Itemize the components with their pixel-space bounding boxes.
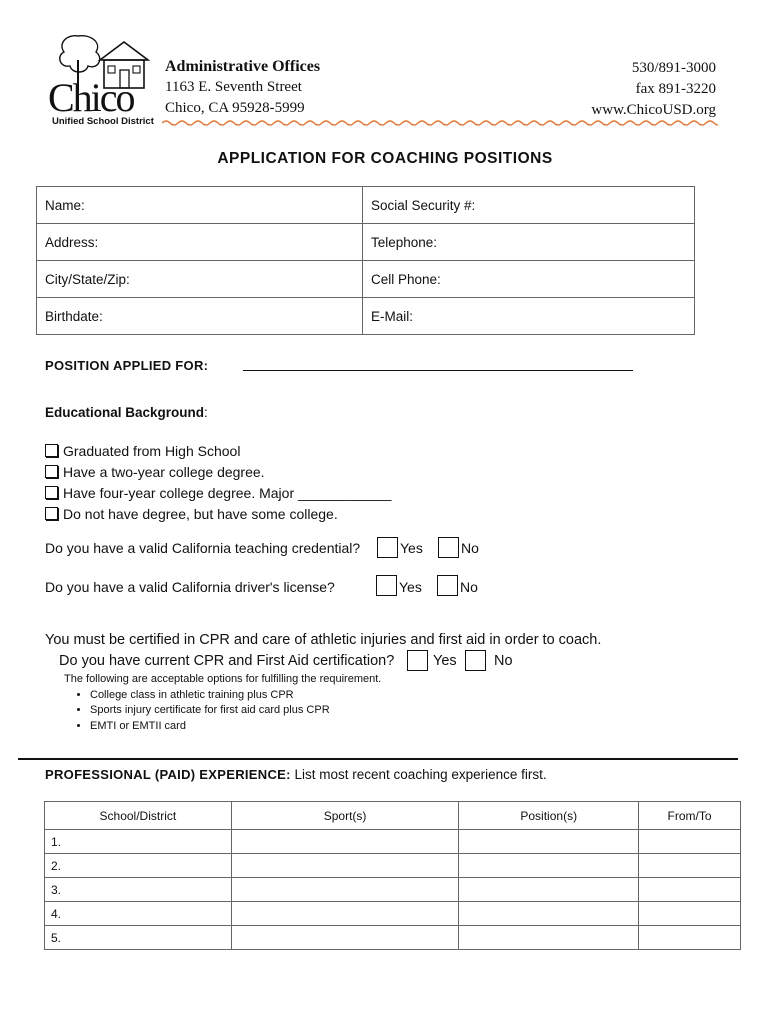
address-field[interactable]: Address: <box>37 224 363 261</box>
column-positions: Position(s) <box>459 802 639 830</box>
checkbox-four-year[interactable] <box>45 486 58 499</box>
position-cell[interactable] <box>459 854 639 878</box>
credential-yes-label: Yes <box>400 540 423 556</box>
position-cell[interactable] <box>459 830 639 854</box>
education-heading <box>45 405 208 420</box>
info-row <box>37 187 695 224</box>
checkbox-some-college[interactable] <box>45 507 58 520</box>
license-yes-label: Yes <box>399 579 422 595</box>
table-row <box>45 854 741 878</box>
license-yes-checkbox[interactable] <box>376 575 397 596</box>
list-item: • College class in athletic training plus CPR <box>90 688 381 704</box>
from-to-cell[interactable] <box>639 902 741 926</box>
experience-label: PROFESSIONAL (PAID) EXPERIENCE: <box>45 767 291 782</box>
cpr-requirement-note: You must be certified in CPR and care of athletic injuries and first aid in order to coach. <box>45 632 602 648</box>
position-cell[interactable] <box>459 878 639 902</box>
office-street: 1163 E. Seventh Street <box>165 79 302 95</box>
from-to-cell[interactable] <box>639 830 741 854</box>
credential-yes-checkbox[interactable] <box>377 537 398 558</box>
credential-no-label: No <box>461 540 479 556</box>
table-row <box>45 830 741 854</box>
experience-heading <box>45 767 547 782</box>
sport-cell[interactable] <box>231 854 459 878</box>
table-row <box>45 878 741 902</box>
cpr-question: Do you have current CPR and First Aid certification? <box>59 653 395 669</box>
cpr-yes-checkbox[interactable] <box>407 650 428 671</box>
position-cell[interactable] <box>459 926 639 950</box>
license-no-label: No <box>460 579 478 595</box>
from-to-cell[interactable] <box>639 878 741 902</box>
info-row <box>37 298 695 335</box>
experience-instruction: List most recent coaching experience first. <box>294 767 547 782</box>
office-fax: fax 891-3220 <box>635 81 716 97</box>
office-website: www.ChicoUSD.org <box>591 102 716 118</box>
list-item <box>45 504 391 525</box>
list-item <box>45 462 391 483</box>
license-no-checkbox[interactable] <box>437 575 458 596</box>
personal-info-table <box>36 186 695 335</box>
checkbox-two-year[interactable] <box>45 465 58 478</box>
cpr-no-label: No <box>494 653 513 669</box>
cpr-yes-label: Yes <box>433 653 457 669</box>
telephone-field[interactable]: Telephone: <box>363 224 695 261</box>
list-item: • EMTI or EMTII card <box>90 719 381 735</box>
column-from-to: From/To <box>639 802 741 830</box>
sport-cell[interactable] <box>231 926 459 950</box>
birthdate-field[interactable]: Birthdate: <box>37 298 363 335</box>
column-sports: Sport(s) <box>231 802 459 830</box>
list-item <box>45 441 391 462</box>
district-logo <box>48 30 156 130</box>
cpr-options-list <box>64 688 381 735</box>
sport-cell[interactable] <box>231 830 459 854</box>
list-item: • Sports injury certificate for first aid card plus CPR <box>90 703 381 719</box>
decorative-wave-divider <box>162 118 718 128</box>
column-school-district: School/District <box>45 802 232 830</box>
section-divider <box>18 758 738 760</box>
cpr-no-checkbox[interactable] <box>465 650 486 671</box>
office-phone: 530/891-3000 <box>631 60 716 76</box>
cpr-options-intro: The following are acceptable options for fulfilling the requirement. <box>64 673 382 685</box>
row-number[interactable]: 3. <box>45 878 232 902</box>
table-row <box>45 926 741 950</box>
city-state-zip-field[interactable]: City/State/Zip: <box>37 261 363 298</box>
logo-wordmark: Chico <box>48 75 134 120</box>
email-field[interactable]: E-Mail: <box>363 298 695 335</box>
option-label: Do not have degree, but have some college. <box>63 506 338 522</box>
office-title: Administrative Offices <box>165 58 321 75</box>
list-item <box>45 483 391 504</box>
form-title: APPLICATION FOR COACHING POSITIONS <box>217 150 553 167</box>
sport-cell[interactable] <box>231 902 459 926</box>
credential-question: Do you have a valid California teaching credential? <box>45 540 361 556</box>
row-number[interactable]: 2. <box>45 854 232 878</box>
info-row <box>37 261 695 298</box>
from-to-cell[interactable] <box>639 926 741 950</box>
from-to-cell[interactable] <box>639 854 741 878</box>
office-city: Chico, CA 95928-5999 <box>165 100 305 116</box>
office-address <box>165 56 320 119</box>
cpr-options <box>64 672 381 734</box>
info-row <box>37 224 695 261</box>
ssn-field[interactable]: Social Security #: <box>363 187 695 224</box>
education-colon: : <box>204 405 208 420</box>
license-question: Do you have a valid California driver's license? <box>45 579 335 595</box>
checkbox-high-school[interactable] <box>45 444 58 457</box>
table-header-row <box>45 802 741 830</box>
row-number[interactable]: 4. <box>45 902 232 926</box>
experience-table <box>44 801 741 950</box>
option-label: Have four-year college degree. Major ____________ <box>63 485 392 501</box>
option-label: Graduated from High School <box>63 443 241 459</box>
education-checklist <box>45 441 391 525</box>
option-label: Have a two-year college degree. <box>63 464 265 480</box>
logo-subtitle: Unified School District <box>52 116 154 127</box>
position-applied-label: POSITION APPLIED FOR: <box>45 358 209 373</box>
table-row <box>45 902 741 926</box>
row-number[interactable]: 5. <box>45 926 232 950</box>
education-label: Educational Background <box>45 405 205 420</box>
name-field[interactable]: Name: <box>37 187 363 224</box>
cell-phone-field[interactable]: Cell Phone: <box>363 261 695 298</box>
credential-no-checkbox[interactable] <box>438 537 459 558</box>
position-cell[interactable] <box>459 902 639 926</box>
position-applied-input[interactable] <box>243 370 633 371</box>
row-number[interactable]: 1. <box>45 830 232 854</box>
sport-cell[interactable] <box>231 878 459 902</box>
office-contact <box>591 58 716 121</box>
